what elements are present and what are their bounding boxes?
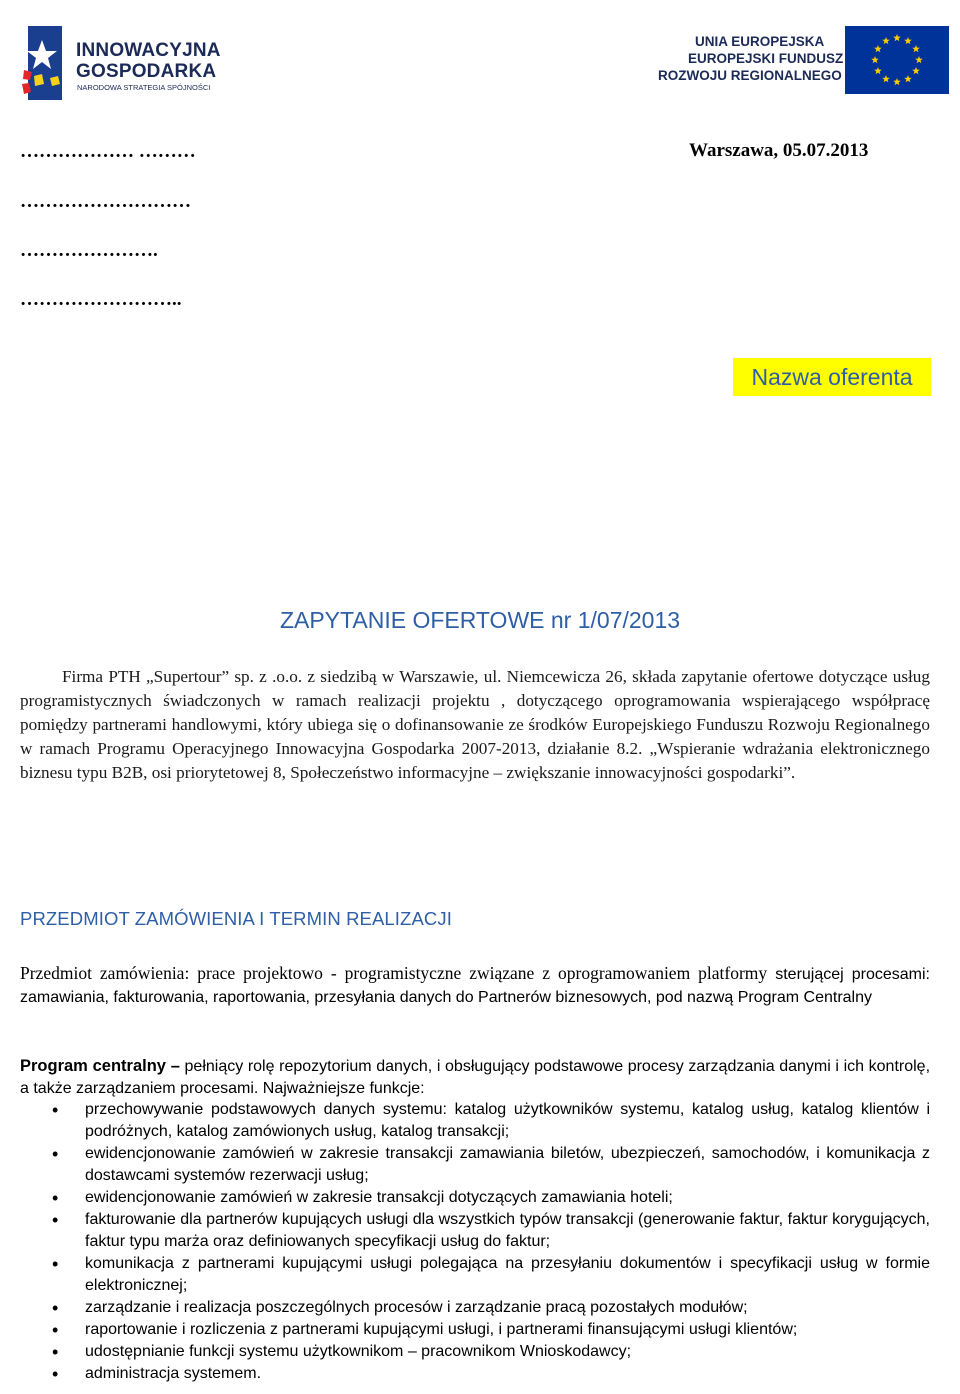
program-description: pełniący rolę repozytorium danych, i obsługujący podstawowe procesy zarządzania danymi i ich kontrolę, a także zarządzaniem procesami. Najważniejsze funkcje: xyxy=(20,1058,931,1097)
list-item: • komunikacja z partnerami kupującymi usługi polegająca na przesyłaniu dokumentów i specyfikacji usług w formie elektronicznej; xyxy=(20,1253,930,1297)
list-item: • przechowywanie podstawowych danych systemu: katalog użytkowników systemu, katalog usług, katalog klientów i podróżnych, katalog zamówionych usług, katalog transakcji; xyxy=(20,1099,930,1143)
list-item: • fakturowanie dla partnerów kupujących usługi dla wszystkich typów transakcji (generowanie faktur, faktur korygujących, faktur typu marża oraz definiowanych specyfikacji usług do faktur; xyxy=(20,1209,930,1253)
program-paragraph xyxy=(20,1055,930,1100)
eu-star-icon xyxy=(882,37,890,44)
subject-paragraph xyxy=(20,962,930,1009)
addressee-line-4: …………………….. xyxy=(20,289,182,310)
list-item: • raportowanie i rozliczenia z partnerami kupującymi usługi, i partnerami finansującymi usługi klientów; xyxy=(20,1319,930,1341)
document-title: ZAPYTANIE OFERTOWE nr 1/07/2013 xyxy=(279,607,681,633)
eu-star-icon xyxy=(871,56,879,63)
eu-star-icon xyxy=(904,37,912,44)
eu-star-icon xyxy=(912,67,920,74)
addressee-line-1: ……………… ……… xyxy=(20,141,196,162)
functions-list xyxy=(20,1099,930,1385)
logo-eu-line2: EUROPEJSKI FUNDUSZ xyxy=(688,51,844,66)
addressee-line-2: ……………………… xyxy=(20,191,191,212)
eu-star-icon xyxy=(904,75,912,82)
logo-eu-line1: UNIA EUROPEJSKA xyxy=(695,34,825,49)
eu-flag-icon xyxy=(845,26,949,94)
logo-ig-line3: NARODOWA STRATEGIA SPÓJNOŚCI xyxy=(77,83,211,92)
addressee-line-3: …………………. xyxy=(20,240,158,261)
logo-ig-line1: INNOWACYJNA xyxy=(76,40,221,61)
eu-star-icon xyxy=(915,56,923,63)
intro-paragraph xyxy=(20,665,930,785)
program-term: Program centralny – xyxy=(20,1057,180,1075)
section-heading: PRZEDMIOT ZAMÓWIENIA I TERMIN REALIZACJI xyxy=(20,908,452,929)
eu-star-icon xyxy=(874,45,882,52)
eu-star-icon xyxy=(882,75,890,82)
innowacyjna-gospodarka-logo xyxy=(20,26,250,102)
list-item: • ewidencjonowanie zamówień w zakresie transakcji dotyczących zamawiania hoteli; xyxy=(20,1187,930,1209)
eu-erdf-logo xyxy=(655,26,950,96)
ig-star-emblem-icon xyxy=(20,26,72,102)
list-item: • zarządzanie i realizacja poszczególnych procesów i zarządzanie pracą pozostałych modułów; xyxy=(20,1297,930,1319)
eu-star-icon xyxy=(874,67,882,74)
subject-lead: Przedmiot zamówienia: prace projektowo - programistyczne związane z oprogramowaniem platformy xyxy=(20,963,768,983)
logo-ig-line2: GOSPODARKA xyxy=(76,61,217,82)
document-date: Warszawa, 05.07.2013 xyxy=(689,140,869,161)
intro-text: Firma PTH „Supertour” sp. z .o.o. z siedzibą w Warszawie, ul. Niemcewicza 26, składa zapytanie ofertowe dotyczące usług programistycznych świadczonych w ramach realizacji projektu , dotyczącego oprogramowania wspierającego współpracę pomiędzy partnerami handlowymi, który ubiega się o dofinansowanie ze środków Europejskiego Funduszu Rozwoju Regionalnego w ramach Programu Operacyjnego Innowacyjna Gospodarka 2007-2013, działanie 8.2. „Wspieranie wdrażania elektronicznego biznesu typu B2B, osi priorytetowej 8, Społeczeństwo informacyjne – zwiększanie innowacyjności gospodarki”. xyxy=(20,667,930,782)
list-item: • administracja systemem. xyxy=(20,1363,930,1385)
list-item: • ewidencjonowanie zamówień w zakresie transakcji zamawiania biletów, ubezpieczeń, samochodów, i komunikacja z dostawcami systemów rezerwacji usług; xyxy=(20,1143,930,1187)
eu-star-icon xyxy=(893,34,901,41)
offerer-name-highlight: Nazwa oferenta xyxy=(733,358,931,396)
logo-eu-line3: ROZWOJU REGIONALNEGO xyxy=(658,68,842,83)
list-item: • udostępnianie funkcji systemu użytkownikom – pracownikom Wnioskodawcy; xyxy=(20,1341,930,1363)
subject-rest: sterującej procesami: zamawiania, fakturowania, raportowania, przesyłania danych do Partnerów biznesowych, pod nazwą Program Centralny xyxy=(20,966,931,1006)
eu-star-icon xyxy=(893,78,901,85)
eu-star-icon xyxy=(912,45,920,52)
